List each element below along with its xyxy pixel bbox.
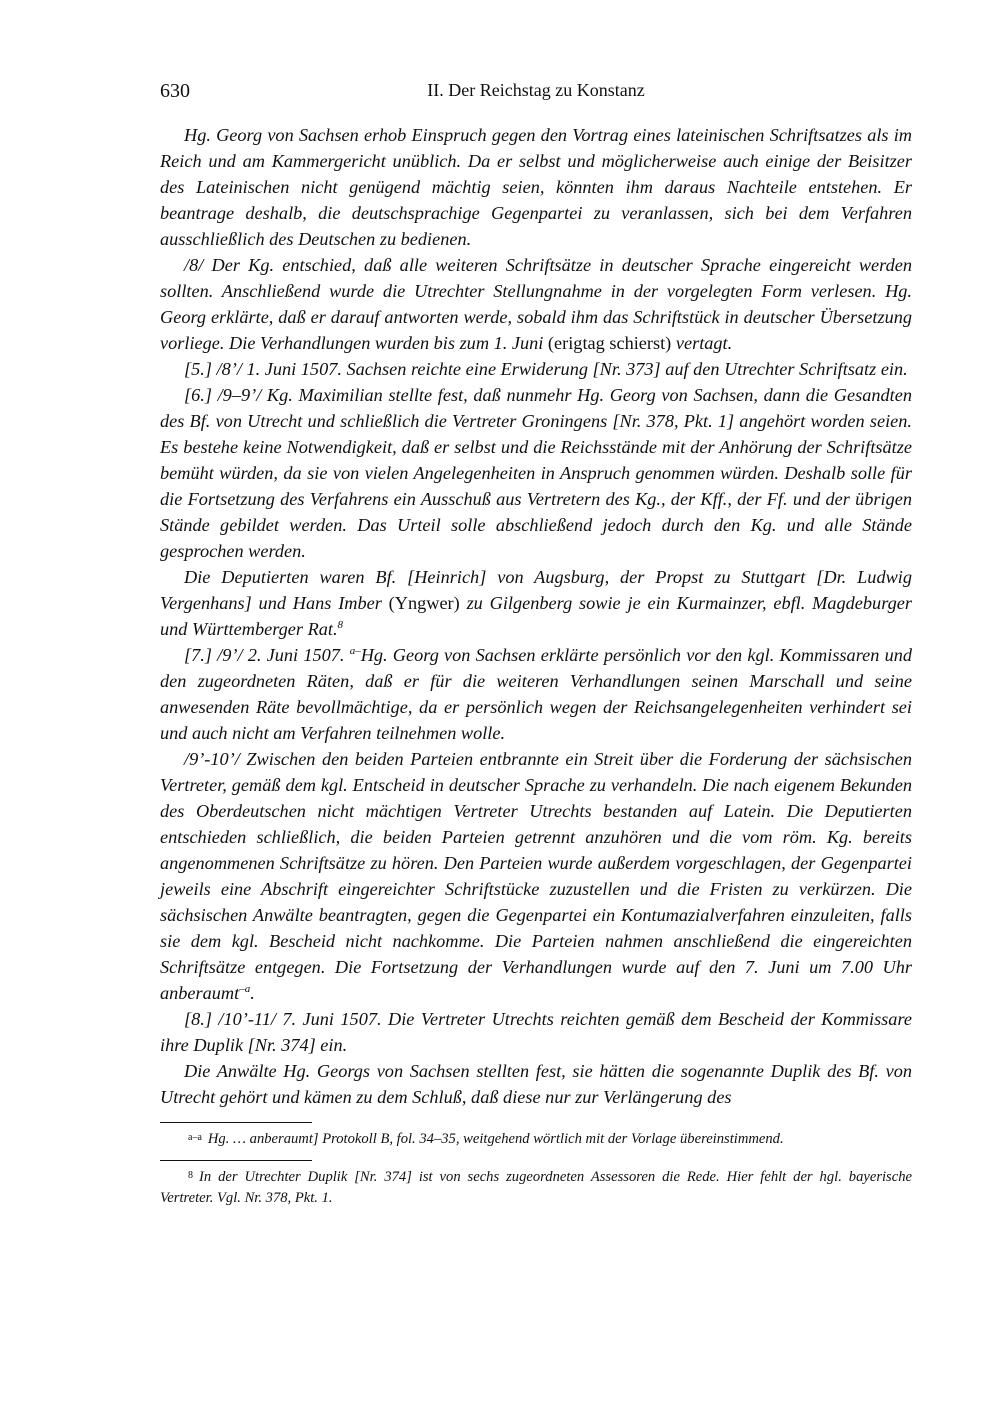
paragraph-text: /9’-10’/ Zwischen den beiden Parteien entbrannte ein Streit über die Forderung der sächsischen Vertreter, gemäß dem kgl. Entscheid in deutscher Sprache zu verhandeln. Die nach eigenem Bekunden des Oberdeutschen nicht mächtigen Vertreter Utrechts bestanden auf Latein. Die Deputierten entschieden schließlich, die beiden Parteien getrennt anzuhören und die vom röm. Kg. bereits angenommenen Schriftsätze zu hören. Den Parteien wurde außerdem vorgeschlagen, der Gegenpartei jeweils eine Abschrift eingereichter Schriftstücke zuzustellen und die Fristen zu verkürzen. Die sächsischen Anwälte beantragten, gegen die Gegenpartei ein Kontumazialverfahren einzuleiten, falls sie dem kgl. Bescheid nicht nachkomme. Die Parteien nahmen anschließend die eingereichten Schriftsätze entgegen. Die Fortsetzung der Verhandlungen wurde auf den 7. Juni um 7.00 Uhr anberaumt: [160, 749, 912, 1003]
running-title: II. Der Reichstag zu Konstanz: [427, 80, 645, 100]
paragraph-3: [160, 356, 912, 382]
footnote-mark: 8: [188, 1170, 193, 1181]
paragraph-2: [160, 252, 912, 356]
paragraph-text: Die Anwälte Hg. Georgs von Sachsen stellten fest, sie hätten die sogenannte Duplik des Bf. von Utrecht gehört und kämen zu dem Schluß, daß diese nur zur Verlängerung des: [160, 1061, 912, 1107]
page-number: 630: [160, 80, 190, 102]
paragraph-text: [7.] /9’/ 2. Juni 1507.: [184, 645, 350, 665]
main-text: [160, 122, 912, 1110]
paragraph-8: [160, 1006, 912, 1058]
paragraph-text: /8/ Der Kg. entschied, daß alle weiteren Schriftsätze in deutscher Sprache eingereicht werden sollten. Anschließend wurde die Utrechter Stellungnahme in der vorgelegten Form verlesen. Hg. Georg erklärte, daß er darauf antworten werde, sobald ihm das Schriftstück in deutscher Übersetzung vorliege. Die Verhandlungen wurden bis zum 1. Juni: [160, 255, 912, 353]
paragraph-text-tail: Hg. Georg von Sachsen erklärte persönlich vor den kgl. Kommissaren und den zugeordneten Räten, daß er für die weiteren Verhandlungen seinen Marschall und seine anwesenden Räte bevollmächtige, da er persönlich wegen der Reichsangelegenheiten verhindert sei und auch nicht am Verfahren teilnehmen wolle.: [160, 645, 913, 743]
paragraph-7: [160, 746, 912, 1006]
footnote-mark: a–a: [188, 1132, 202, 1143]
paragraph-text: [6.] /9–9’/ Kg. Maximilian stellte fest, daß nunmehr Hg. Georg von Sachsen, dann die Gesandten des Bf. von Utrecht und schließlich die Vertreter Groningens [Nr. 378, Pkt. 1] angehört worden seien. Es bestehe keine Notwendigkeit, daß er selbst und die Reichsstände mit der Anhörung der Schriftsätze bemüht würden, da sie von vielen Angelegenheiten in Anspruch genommen würden. Deshalb solle für die Fortsetzung des Verfahrens ein Ausschuß aus Vertretern des Kg., der Kff., der Ff. und der übrigen Stände gebildet werden. Das Urteil solle abschließend jedoch durch den Kg. und alle Stände gesprochen werden.: [160, 385, 912, 561]
footnote-8: [160, 1165, 912, 1209]
paragraph-9: [160, 1058, 912, 1110]
paragraph-text: [5.] /8’/ 1. Juni 1507. Sachsen reichte eine Erwiderung [Nr. 373] auf den Utrechter Schriftsatz ein.: [184, 359, 908, 379]
footnotes: [160, 1122, 912, 1209]
paragraph-5: [160, 564, 912, 642]
quoted-term: (erigtag schierst): [543, 333, 676, 353]
footnote-divider: [160, 1122, 312, 1123]
paragraph-text-tail: .: [250, 983, 255, 1003]
footnote-a: [160, 1127, 912, 1150]
variant-marker-end[interactable]: –a: [239, 982, 251, 995]
paragraph-1: [160, 122, 912, 252]
quoted-term: (Yngwer): [381, 593, 467, 613]
variant-marker-start[interactable]: a–: [349, 644, 361, 657]
paragraph-text-tail: vertagt.: [675, 333, 733, 353]
footnote-text: Hg. … anberaumt] Protokoll B, fol. 34–35, weitgehend wörtlich mit der Vorlage übereinstimmend.: [207, 1131, 784, 1147]
paragraph-text-tail: zu Gilgenberg sowie je ein Kurmainzer, ebfl. Magdeburger und Württemberger Rat.: [160, 593, 912, 639]
paragraph-text: Die Deputierten waren Bf. [Heinrich] von Augsburg, der Propst zu Stuttgart [Dr. Ludwig Vergenhans] und Hans Imber: [160, 567, 912, 613]
footnote-reference[interactable]: 8: [337, 618, 344, 631]
page-header: [160, 80, 912, 110]
footnote-divider: [160, 1160, 312, 1161]
paragraph-4: [160, 382, 912, 564]
paragraph-6: [160, 642, 912, 746]
footnote-text: In der Utrechter Duplik [Nr. 374] ist von sechs zugeordneten Assessoren die Rede. Hier fehlt der hgl. bayerische Vertreter. Vgl. Nr. 378, Pkt. 1.: [160, 1169, 912, 1206]
paragraph-text: Hg. Georg von Sachsen erhob Einspruch gegen den Vortrag eines lateinischen Schriftsatzes als im Reich und am Kammergericht unüblich. Da er selbst und möglicherweise auch einige der Beisitzer des Lateinischen nicht genügend mächtig seien, könnten ihm daraus Nachteile entstehen. Er beantrage deshalb, die deutschsprachige Gegenpartei zu veranlassen, sich bei dem Verfahren ausschließlich des Deutschen zu bedienen.: [160, 125, 912, 249]
document-page: [160, 80, 912, 1209]
paragraph-text: [8.] /10’-11/ 7. Juni 1507. Die Vertreter Utrechts reichten gemäß dem Bescheid der Kommissare ihre Duplik [Nr. 374] ein.: [160, 1009, 912, 1055]
